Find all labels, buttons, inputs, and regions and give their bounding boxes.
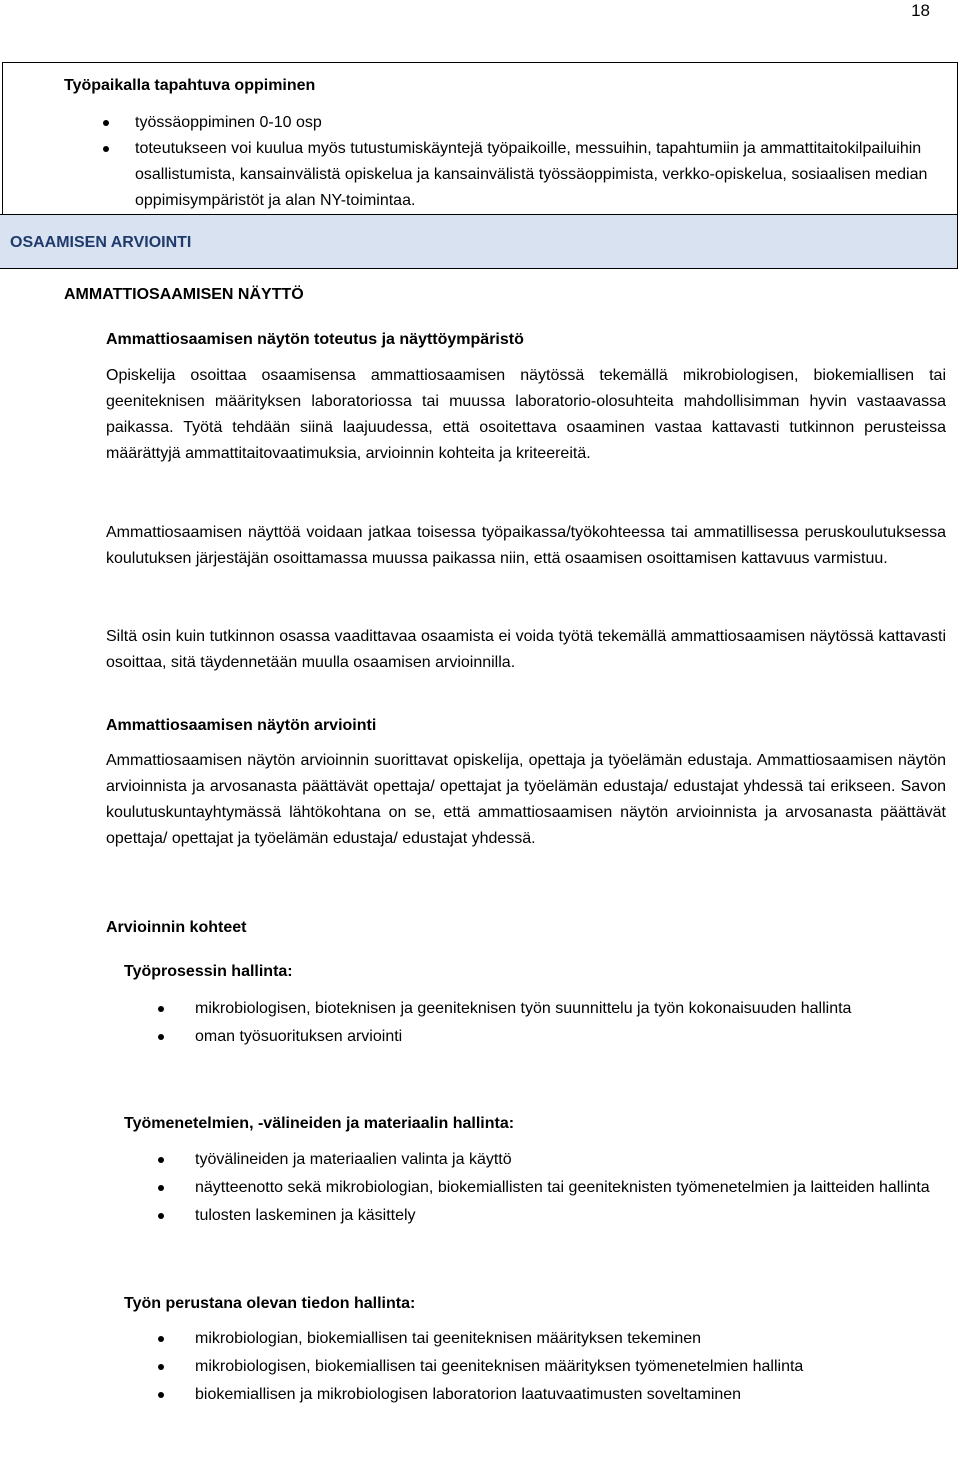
group-title-methods: Työmenetelmien, -välineiden ja materiaalin hallinta: bbox=[124, 1115, 515, 1132]
list-item: oman työsuorituksen arviointi bbox=[195, 1024, 935, 1050]
bullet-icon bbox=[158, 1392, 164, 1398]
bullet-icon bbox=[103, 120, 109, 126]
list-item: mikrobiologisen, bioteknisen ja geeniteknisen työn suunnittelu ja työn kokonaisuuden hallinta bbox=[195, 996, 935, 1022]
list-item: mikrobiologisen, biokemiallisen tai geeniteknisen määrityksen työmenetelmien hallinta bbox=[195, 1354, 935, 1380]
group-title-work-process: Työprosessin hallinta: bbox=[124, 963, 293, 980]
bullet-icon bbox=[158, 1157, 164, 1163]
box-border-top bbox=[2, 62, 958, 63]
group-title-knowledge: Työn perustana olevan tiedon hallinta: bbox=[124, 1295, 416, 1312]
group-list-methods bbox=[195, 1147, 935, 1231]
section-title: AMMATTIOSAAMISEN NÄYTTÖ bbox=[64, 286, 304, 303]
targets-title: Arvioinnin kohteet bbox=[106, 919, 247, 936]
bullet-icon bbox=[158, 1185, 164, 1191]
assessment-paragraph: Ammattiosaamisen näytön arvioinnin suorittavat opiskelija, opettaja ja työelämän edustaja. Ammattiosaamisen näytön arvioinnista ja arvosanasta päättävät opettaja/ opettajat ja työelämän edustaja/ edustajat yhdessä tai erikseen. Savon koulutuskuntayhtymässä lähtökohtana on se, että ammattiosaamisen näytön arvioinnista ja arvosanasta päättävät opettaja/ opettajat ja työelämän edustaja/ edustajat yhdessä. bbox=[106, 752, 946, 847]
box-border-left bbox=[2, 62, 3, 215]
section-band-label: OSAAMISEN ARVIOINTI bbox=[10, 234, 192, 251]
bullet-icon bbox=[158, 1336, 164, 1342]
bullet-icon bbox=[158, 1213, 164, 1219]
list-item: työssäoppiminen 0-10 osp bbox=[135, 110, 935, 136]
list-item: tulosten laskeminen ja käsittely bbox=[195, 1203, 935, 1229]
implementation-paragraph-1: Opiskelija osoittaa osaamisensa ammattiosaamisen näytössä tekemällä mikrobiologisen, biokemiallisen tai geeniteknisen määrityksen laboratoriossa tai muussa laboratorio-olosuhteita mahdollisimman hyvin vastaavassa paikassa. Työtä tehdään siinä laajuudessa, että osoitettava osaaminen vastaa kattavasti tutkinnon perusteissa määrättyjä ammattitaitovaatimuksia, arvioinnin kohteita ja kriteereitä. bbox=[106, 367, 946, 462]
bullet-icon bbox=[158, 1006, 164, 1012]
bullet-icon bbox=[158, 1364, 164, 1370]
implementation-title: Ammattiosaamisen näytön toteutus ja näyttöympäristö bbox=[106, 331, 524, 348]
group-list-knowledge bbox=[195, 1326, 935, 1410]
bullet-icon bbox=[158, 1034, 164, 1040]
implementation-paragraph-2: Ammattiosaamisen näyttöä voidaan jatkaa toisessa työpaikassa/työkohteessa tai ammatillisessa peruskoulutuksessa koulutuksen järjestäjän osoittamassa muussa paikassa niin, että osaamisen osoittamisen kattavuus varmistuu. bbox=[106, 524, 946, 567]
assessment-title: Ammattiosaamisen näytön arviointi bbox=[106, 717, 377, 734]
bullet-icon bbox=[103, 146, 109, 152]
box-border-right bbox=[957, 62, 958, 215]
list-item: näytteenotto sekä mikrobiologian, biokemiallisten tai geeniteknisten työmenetelmien ja laitteiden hallinta bbox=[195, 1175, 935, 1201]
list-item: työvälineiden ja materiaalien valinta ja käyttö bbox=[195, 1147, 935, 1173]
implementation-paragraph-3: Siltä osin kuin tutkinnon osassa vaadittavaa osaamista ei voida työtä tekemällä ammattiosaamisen näytössä kattavasti osoittaa, sitä täydennetään muulla osaamisen arvioinnilla. bbox=[106, 628, 946, 671]
list-item: toteutukseen voi kuulua myös tutustumiskäyntejä työpaikoille, messuihin, tapahtumiin ja ammattitaitokilpailuihin osallistumista, kansainvälistä opiskelua ja kansainvälistä työssäoppimista, verkko-opiskelua, sosiaalisen median oppimisympäristöt ja alan NY-toimintaa. bbox=[135, 136, 935, 214]
group-list-work-process bbox=[195, 996, 935, 1052]
workplace-learning-title: Työpaikalla tapahtuva oppiminen bbox=[64, 77, 316, 94]
page-number: 18 bbox=[911, 1, 930, 20]
list-item: biokemiallisen ja mikrobiologisen laboratorion laatuvaatimusten soveltaminen bbox=[195, 1382, 935, 1408]
workplace-learning-list bbox=[135, 110, 935, 214]
list-item: mikrobiologian, biokemiallisen tai geeniteknisen määrityksen tekeminen bbox=[195, 1326, 935, 1352]
